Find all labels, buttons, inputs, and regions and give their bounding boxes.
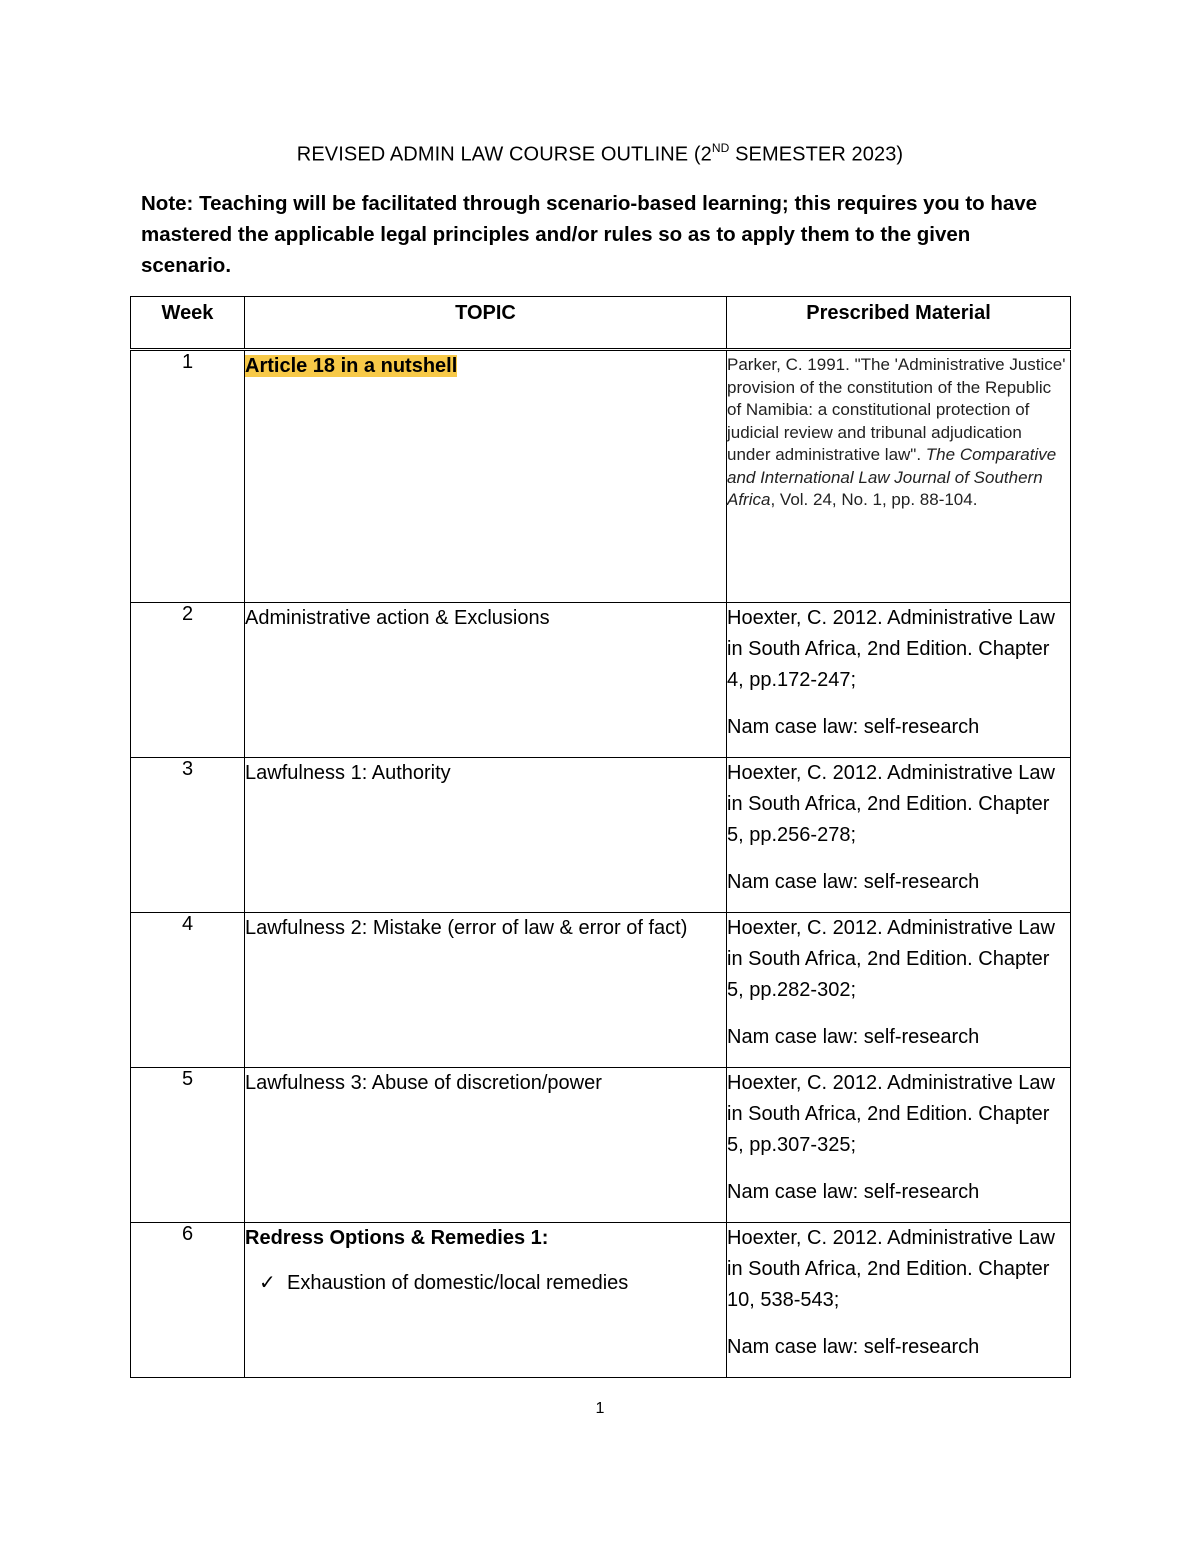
highlighted-topic: Article 18 in a nutshell: [245, 355, 458, 377]
page-number: 1: [595, 1400, 605, 1417]
case-law-note: Nam case law: self-research: [727, 1336, 980, 1358]
material-cell: [727, 1223, 1071, 1378]
table-row: [131, 913, 1071, 1068]
table-row: [131, 603, 1071, 758]
title-superscript: ND: [711, 141, 730, 155]
material-citation: Parker, C. 1991. "The 'Administrative Justice' provision of the constitution of the Republic of Namibia: a constitutional protection of judicial review and tribunal adjudication under administrative law".: [727, 355, 1066, 464]
case-law-note: Nam case law: self-research: [727, 1181, 980, 1203]
material-citation: Hoexter, C. 2012. Administrative Law in South Africa, 2nd Edition. Chapter 10, 538-543;: [727, 1227, 1055, 1311]
title-text: REVISED ADMIN LAW COURSE OUTLINE (2: [296, 143, 712, 166]
table-row: [131, 1068, 1071, 1223]
topic-cell: Administrative action & Exclusions: [245, 603, 727, 758]
week-number: 3: [131, 758, 245, 913]
week-number: 6: [131, 1223, 245, 1378]
case-law-note: Nam case law: self-research: [727, 871, 980, 893]
material-citation: Hoexter, C. 2012. Administrative Law in South Africa, 2nd Edition. Chapter 4, pp.172-247;: [727, 607, 1055, 691]
material-citation: Hoexter, C. 2012. Administrative Law in South Africa, 2nd Edition. Chapter 5, pp.256-278;: [727, 762, 1055, 846]
material-cell: [727, 603, 1071, 758]
title-text-end: SEMESTER 2023): [729, 143, 904, 166]
topic-cell: Lawfulness 1: Authority: [245, 758, 727, 913]
teaching-note: Note: Teaching will be facilitated through scenario-based learning; this requires you to have mastered the applicable legal principles and/or rules so as to apply them to the given scenario.: [141, 192, 1038, 277]
header-material: Prescribed Material: [727, 297, 1071, 350]
page-title: [0, 142, 1200, 167]
table-row: [131, 1223, 1071, 1378]
case-law-note: Nam case law: self-research: [727, 716, 980, 738]
material-cell: [727, 758, 1071, 913]
topic-cell: [245, 350, 727, 603]
material-cell: [727, 350, 1071, 603]
header-week: Week: [131, 297, 245, 350]
header-topic: TOPIC: [245, 297, 727, 350]
check-icon: ✓: [259, 1272, 276, 1294]
table-header-row: [131, 297, 1071, 350]
topic-cell: Lawfulness 3: Abuse of discretion/power: [245, 1068, 727, 1223]
week-number: 5: [131, 1068, 245, 1223]
checklist-item: [245, 1268, 726, 1299]
case-law-note: Nam case law: self-research: [727, 1026, 980, 1048]
week-number: 4: [131, 913, 245, 1068]
topic-cell: [245, 1223, 727, 1378]
checklist-item-label: Exhaustion of domestic/local remedies: [287, 1272, 629, 1294]
week-number: 1: [131, 350, 245, 603]
course-outline-table: [130, 296, 1071, 1378]
week-number: 2: [131, 603, 245, 758]
material-citation: Hoexter, C. 2012. Administrative Law in South Africa, 2nd Edition. Chapter 5, pp.282-302;: [727, 917, 1055, 1001]
table-row: [131, 350, 1071, 603]
material-citation-end: , Vol. 24, No. 1, pp. 88-104.: [770, 490, 978, 509]
table-row: [131, 758, 1071, 913]
topic-heading: Redress Options & Remedies 1:: [245, 1227, 549, 1249]
journal-title: The Comparative and International Law Journal of Southern Africa: [727, 445, 1057, 509]
material-cell: [727, 913, 1071, 1068]
topic-cell: Lawfulness 2: Mistake (error of law & error of fact): [245, 913, 727, 1068]
material-citation: Hoexter, C. 2012. Administrative Law in South Africa, 2nd Edition. Chapter 5, pp.307-325;: [727, 1072, 1055, 1156]
material-cell: [727, 1068, 1071, 1223]
